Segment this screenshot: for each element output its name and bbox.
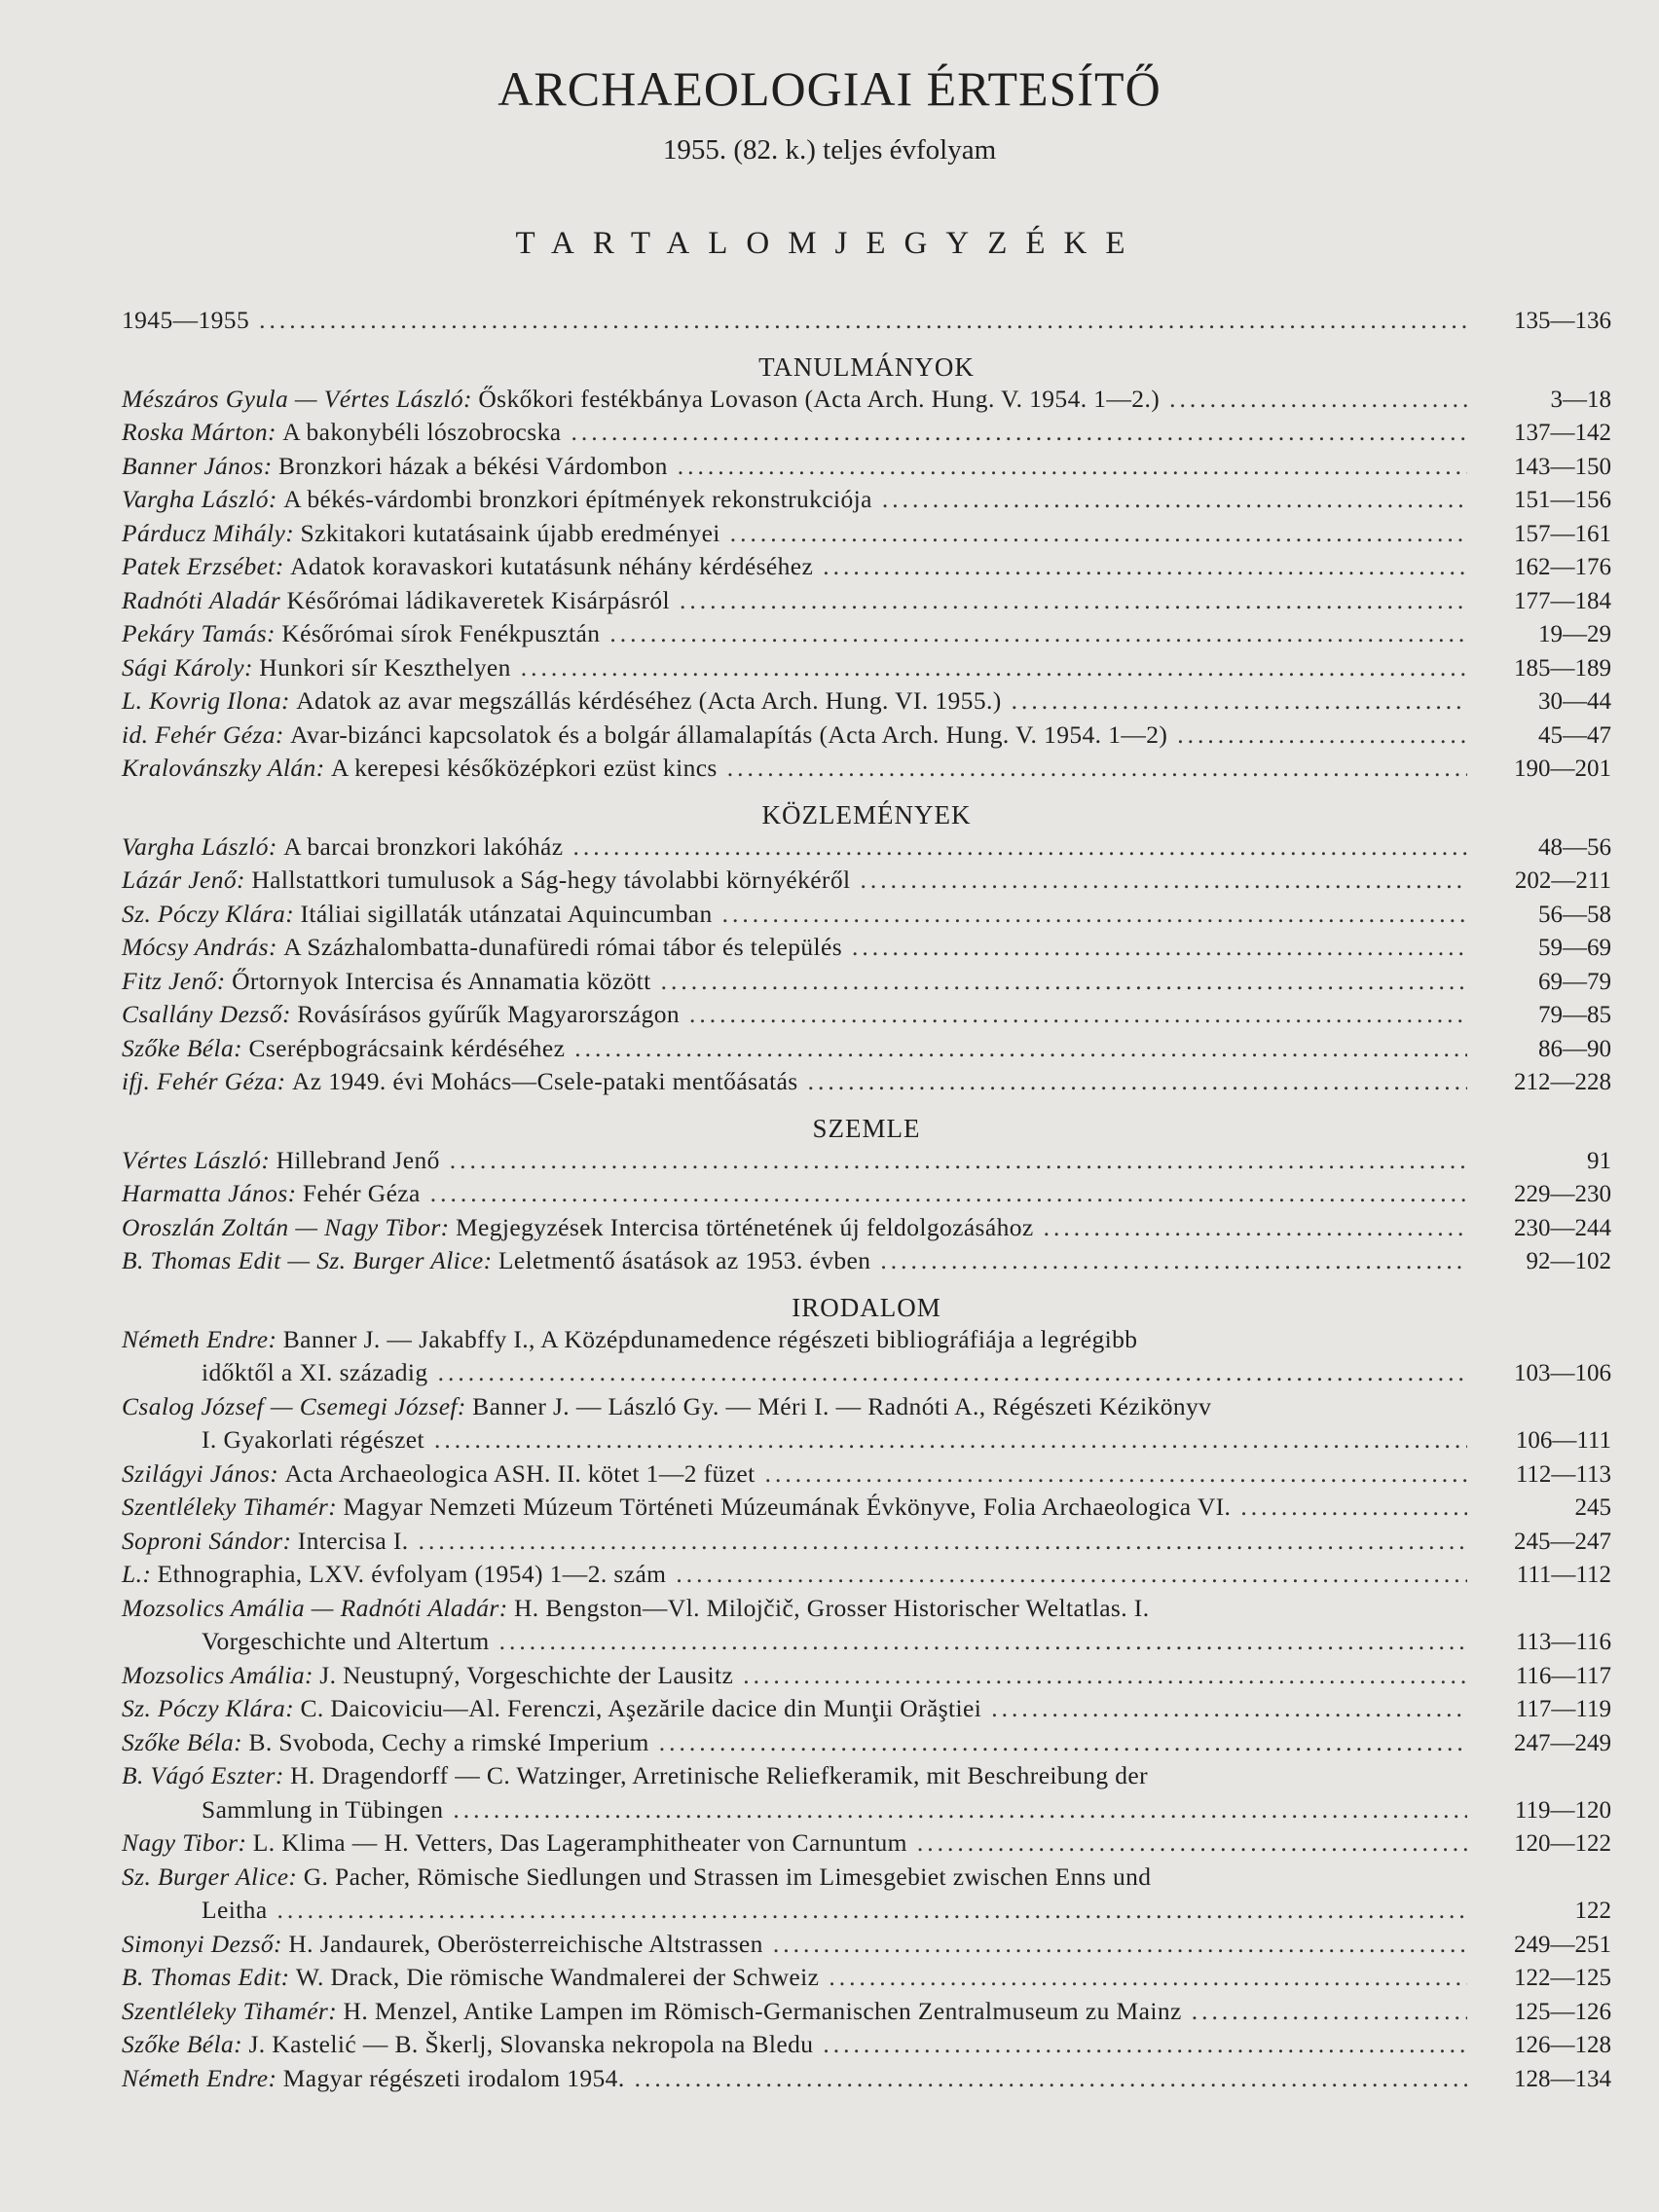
leader-dots bbox=[917, 1828, 1467, 1858]
toc-entry bbox=[122, 2064, 1611, 2098]
entry-author: Mozsolics Amália: bbox=[122, 1660, 313, 1689]
toc-entry bbox=[122, 1997, 1611, 2031]
toc-entry bbox=[122, 2030, 1611, 2064]
entry-pages: 120—122 bbox=[1514, 1830, 1611, 1857]
entry-title: A bakonybéli lószobrocska bbox=[282, 418, 562, 446]
entry-pages: 112—113 bbox=[1515, 1460, 1611, 1488]
toc-sections bbox=[122, 340, 1611, 2098]
entry-title: Az 1949. évi Mohács—Csele-pataki mentőásatás bbox=[291, 1067, 798, 1095]
leader-dots bbox=[823, 2030, 1467, 2059]
journal-title: ARCHAEOLOGIAI ÉRTESÍTŐ bbox=[498, 61, 1161, 116]
entry-author: Sz. Póczy Klára: bbox=[122, 899, 295, 928]
entry-author: Mozsolics Amália — Radnóti Aladár: bbox=[122, 1593, 508, 1622]
leader-dots bbox=[430, 1179, 1467, 1208]
toc-entry bbox=[122, 1392, 1611, 1426]
entry-title: Későrómai sírok Fenékpusztán bbox=[281, 619, 601, 647]
toc-entry bbox=[122, 1594, 1611, 1628]
toc-entry bbox=[122, 686, 1611, 720]
leader-dots bbox=[499, 1627, 1467, 1656]
leader-dots bbox=[574, 1034, 1467, 1063]
entry-pages: 103—106 bbox=[1514, 1360, 1611, 1386]
section-heading-irodalom: IRODALOM bbox=[792, 1292, 941, 1322]
leader-dots bbox=[521, 653, 1467, 682]
entry-author: Szentléleky Tihamér: bbox=[122, 1493, 338, 1521]
toc-entry bbox=[122, 1761, 1611, 1795]
entry-title: Leletmentő ásatások az 1953. évben bbox=[498, 1246, 871, 1274]
entry-pages: 177—184 bbox=[1514, 587, 1611, 614]
entry-title: A barcai bronzkori lakóház bbox=[283, 831, 564, 861]
leader-dots bbox=[419, 1527, 1467, 1556]
entry-title: J. Neustupný, Vorgeschichte der Lausitz bbox=[319, 1660, 734, 1689]
entry-author: Csallány Dezső: bbox=[122, 1000, 291, 1028]
leader-dots bbox=[743, 1661, 1467, 1690]
leader-dots bbox=[829, 1963, 1467, 1992]
toc-entry bbox=[122, 1146, 1611, 1180]
entry-pages: 111—112 bbox=[1516, 1562, 1611, 1588]
leader-dots bbox=[678, 452, 1467, 481]
leader-dots bbox=[882, 485, 1467, 514]
entry-author: Szőke Béla: bbox=[122, 2030, 243, 2058]
entry-author: Vargha László: bbox=[122, 831, 277, 861]
entry-title: Magyar régészeti irodalom 1954. bbox=[282, 2063, 625, 2092]
toc-entry bbox=[122, 1728, 1611, 1762]
leader-dots bbox=[438, 1358, 1467, 1387]
entry-title: Hunkori sír Keszthelyen bbox=[259, 652, 511, 682]
entry-pages: 106—111 bbox=[1515, 1427, 1611, 1454]
entry-author: Mészáros Gyula — Vértes László: bbox=[122, 384, 472, 413]
entry-author: Németh Endre: bbox=[122, 2063, 277, 2092]
toc-entry bbox=[122, 385, 1611, 419]
entry-title: Bronzkori házak a békési Várdombon bbox=[278, 451, 668, 480]
entry-pages: 56—58 bbox=[1538, 901, 1611, 928]
toc-entry bbox=[122, 832, 1611, 866]
entry-pages: 30—44 bbox=[1538, 688, 1611, 715]
entry-author: Vargha László: bbox=[122, 485, 277, 513]
toc-entry bbox=[122, 1862, 1611, 1897]
entry-author: Szentléleky Tihamér: bbox=[122, 1996, 338, 2025]
toc-entry bbox=[122, 519, 1611, 553]
entry-title: Őskőkori festékbánya Lovason (Acta Arch. Hung. V. 1954. 1—2.) bbox=[478, 384, 1161, 413]
leader-dots bbox=[661, 967, 1467, 996]
toc-entry bbox=[122, 900, 1611, 934]
toc-entry bbox=[122, 1213, 1611, 1247]
entry-pages: 202—211 bbox=[1514, 867, 1611, 894]
entry-pages: 230—244 bbox=[1514, 1214, 1611, 1241]
toc-entry bbox=[122, 418, 1611, 452]
entry-author: Szőke Béla: bbox=[122, 1727, 243, 1756]
entry-author: Pekáry Tamás: bbox=[122, 619, 276, 647]
toc-entry bbox=[122, 1000, 1611, 1034]
section-heading-tanulmanyok: TANULMÁNYOK bbox=[758, 351, 975, 382]
leader-dots bbox=[852, 933, 1467, 962]
entry-title: 1945—1955 bbox=[122, 306, 250, 334]
toc-entry-continuation bbox=[122, 1627, 1611, 1661]
toc-intro-entry bbox=[122, 306, 1611, 340]
leader-dots bbox=[991, 1694, 1467, 1723]
entry-pages: 122 bbox=[1574, 1898, 1611, 1924]
leader-dots bbox=[680, 586, 1467, 615]
toc-entry bbox=[122, 1930, 1611, 1964]
entry-title: Későrómai ládikaveretek Kisárpásról bbox=[286, 585, 671, 614]
leader-dots bbox=[659, 1728, 1467, 1757]
entry-author: Fitz Jenő: bbox=[122, 966, 226, 995]
entry-title: Cserépbográcsaink kérdéséhez bbox=[248, 1033, 566, 1062]
entry-author: Mócsy András: bbox=[122, 933, 277, 961]
leader-dots bbox=[765, 1459, 1467, 1489]
entry-title-continuation: Leitha bbox=[202, 1896, 268, 1924]
toc-entry-continuation bbox=[122, 1896, 1611, 1930]
entry-title: Magyar Nemzeti Múzeum Történeti Múzeumának Évkönyve, Folia Archaeologica VI. bbox=[343, 1493, 1232, 1521]
entry-pages: 122—125 bbox=[1514, 1965, 1611, 1991]
entry-title: J. Kastelić — B. Škerlj, Slovanska nekropola na Bledu bbox=[248, 2030, 814, 2058]
leader-dots bbox=[773, 1930, 1467, 1959]
toc-entry bbox=[122, 1493, 1611, 1527]
leader-dots bbox=[453, 1795, 1467, 1825]
toc-entry bbox=[122, 1067, 1611, 1101]
entry-pages: 135—136 bbox=[1514, 308, 1611, 334]
entry-author: Soproni Sándor: bbox=[122, 1526, 292, 1555]
entry-author: Lázár Jenő: bbox=[122, 866, 245, 894]
entry-author: Patek Erzsébet: bbox=[122, 552, 284, 580]
leader-dots bbox=[730, 519, 1467, 548]
entry-author: Szőke Béla: bbox=[122, 1033, 243, 1062]
leader-dots bbox=[1012, 686, 1467, 716]
leader-dots bbox=[676, 1560, 1467, 1589]
toc-heading: TARTALOMJEGYZÉKE bbox=[515, 226, 1144, 261]
entry-title: W. Drack, Die römische Wandmalerei der Schweiz bbox=[295, 1963, 820, 1991]
leader-dots bbox=[823, 552, 1467, 581]
toc-entry bbox=[122, 586, 1611, 620]
leader-dots bbox=[434, 1425, 1467, 1455]
toc-entry bbox=[122, 754, 1611, 788]
leader-dots bbox=[635, 2064, 1467, 2093]
entry-title: Adatok koravaskori kutatásunk néhány kérdéséhez bbox=[290, 552, 814, 580]
entry-author: id. Fehér Géza: bbox=[122, 719, 284, 749]
entry-pages: 59—69 bbox=[1538, 935, 1611, 961]
entry-author: Kralovánszky Alán: bbox=[122, 754, 325, 782]
toc-entry-continuation bbox=[122, 1795, 1611, 1829]
entry-pages: 245 bbox=[1574, 1494, 1611, 1521]
entry-author: B. Thomas Edit: bbox=[122, 1963, 290, 1991]
toc-entry bbox=[122, 452, 1611, 486]
entry-pages: 79—85 bbox=[1538, 1002, 1611, 1028]
entry-pages: 92—102 bbox=[1526, 1248, 1611, 1274]
entry-pages: 113—116 bbox=[1515, 1629, 1611, 1655]
leader-dots bbox=[259, 306, 1467, 335]
toc-entry bbox=[122, 552, 1611, 586]
toc-entry bbox=[122, 1963, 1611, 1997]
toc-entry bbox=[122, 1828, 1611, 1862]
entry-title: Hallstattkori tumulusok a Ság-hegy távolabbi környékéről bbox=[251, 866, 851, 894]
entry-author: Németh Endre: bbox=[122, 1324, 277, 1353]
leader-dots bbox=[722, 900, 1467, 929]
entry-pages: 157—161 bbox=[1514, 520, 1611, 547]
entry-author: Banner János: bbox=[122, 451, 273, 480]
entry-pages: 185—189 bbox=[1514, 654, 1611, 682]
entry-title: Banner J. — Jakabffy I., A Középdunamedence régészeti bibliográfiája a legrégibb bbox=[282, 1324, 1138, 1353]
toc-entry bbox=[122, 1179, 1611, 1213]
table-of-contents bbox=[122, 306, 1611, 2097]
toc-entry bbox=[122, 1034, 1611, 1068]
entry-title: B. Svoboda, Cechy a rimské Imperium bbox=[248, 1727, 649, 1756]
leader-dots bbox=[277, 1896, 1467, 1925]
toc-entry bbox=[122, 1325, 1611, 1359]
entry-author: B. Vágó Eszter: bbox=[122, 1761, 284, 1789]
entry-pages: 86—90 bbox=[1538, 1035, 1611, 1062]
entry-pages: 190—201 bbox=[1514, 756, 1611, 782]
entry-pages: 137—142 bbox=[1514, 420, 1611, 446]
toc-entry bbox=[122, 653, 1611, 687]
toc-entry bbox=[122, 1661, 1611, 1695]
entry-pages: 125—126 bbox=[1514, 1998, 1611, 2025]
leader-dots bbox=[1044, 1213, 1467, 1242]
entry-author: Harmatta János: bbox=[122, 1179, 297, 1207]
leader-dots bbox=[1192, 1997, 1467, 2026]
entry-title: A békés-várdombi bronzkori építmények rekonstrukciója bbox=[283, 485, 872, 513]
entry-title: Adatok az avar megszállás kérdéséhez (Acta Arch. Hung. VI. 1955.) bbox=[296, 686, 1002, 715]
entry-title: C. Daicoviciu—Al. Ferenczi, Aşezările dacice din Munţii Orăştiei bbox=[300, 1694, 982, 1722]
entry-title: G. Pacher, Römische Siedlungen und Strassen im Limesgebiet zwischen Enns und bbox=[303, 1862, 1152, 1891]
entry-title: Rovásírásos gyűrűk Magyarországon bbox=[297, 1000, 681, 1028]
volume-subtitle: 1955. (82. k.) teljes évfolyam bbox=[662, 134, 997, 166]
toc-entry bbox=[122, 1246, 1611, 1280]
entry-title: Megjegyzések Intercisa történetének új feldolgozásához bbox=[455, 1212, 1034, 1241]
leader-dots bbox=[571, 418, 1467, 447]
leader-dots bbox=[860, 866, 1467, 895]
entry-author: ifj. Fehér Géza: bbox=[122, 1067, 286, 1095]
toc-entry bbox=[122, 720, 1611, 755]
entry-author: Vértes László: bbox=[122, 1145, 271, 1174]
entry-title: Fehér Géza bbox=[302, 1179, 421, 1207]
toc-entry bbox=[122, 485, 1611, 519]
entry-author: L.: bbox=[122, 1560, 152, 1588]
entry-author: Párducz Mihály: bbox=[122, 518, 295, 547]
toc-entry bbox=[122, 619, 1611, 653]
leader-dots bbox=[450, 1146, 1467, 1175]
entry-author: Sz. Burger Alice: bbox=[122, 1862, 298, 1891]
section-heading-szemle: SZEMLE bbox=[812, 1113, 921, 1143]
entry-title-continuation: időktől a XI. századig bbox=[202, 1358, 428, 1386]
entry-title: L. Klima — H. Vetters, Das Lageramphitheater von Carnuntum bbox=[252, 1828, 907, 1857]
entry-title-continuation: Sammlung in Tübingen bbox=[202, 1794, 444, 1824]
toc-entry-continuation bbox=[122, 1425, 1611, 1459]
leader-dots bbox=[880, 1246, 1467, 1275]
entry-title-continuation: I. Gyakorlati régészet bbox=[202, 1425, 424, 1454]
toc-entry bbox=[122, 1560, 1611, 1594]
entry-title: Ethnographia, LXV. évfolyam (1954) 1—2. szám bbox=[157, 1560, 667, 1588]
entry-pages: 116—117 bbox=[1515, 1662, 1611, 1689]
entry-title: H. Dragendorff — C. Watzinger, Arretinische Reliefkeramik, mit Beschreibung der bbox=[290, 1761, 1149, 1789]
entry-title: H. Bengston—Vl. Milojčič, Grosser Historischer Weltatlas. I. bbox=[513, 1593, 1150, 1622]
entry-author: Sági Károly: bbox=[122, 652, 253, 682]
toc-entry bbox=[122, 933, 1611, 967]
leader-dots bbox=[727, 754, 1467, 783]
entry-author: Csalog József — Csemegi József: bbox=[122, 1391, 466, 1420]
entry-pages: 45—47 bbox=[1538, 721, 1611, 749]
entry-author: Oroszlán Zoltán — Nagy Tibor: bbox=[122, 1212, 450, 1241]
entry-title: Banner J. — László Gy. — Méri I. — Radnóti A., Régészeti Kézikönyv bbox=[472, 1391, 1212, 1420]
toc-entry-continuation bbox=[122, 1358, 1611, 1392]
entry-pages: 3—18 bbox=[1550, 386, 1611, 413]
entry-author: Roska Márton: bbox=[122, 418, 276, 446]
entry-author: Sz. Póczy Klára: bbox=[122, 1694, 295, 1722]
entry-title: Intercisa I. bbox=[297, 1526, 409, 1555]
entry-pages: 229—230 bbox=[1514, 1181, 1611, 1207]
leader-dots bbox=[572, 832, 1467, 862]
entry-pages: 162—176 bbox=[1514, 554, 1611, 580]
entry-pages: 143—150 bbox=[1514, 453, 1611, 480]
entry-pages: 126—128 bbox=[1514, 2032, 1611, 2058]
toc-entry bbox=[122, 1527, 1611, 1561]
entry-pages: 69—79 bbox=[1538, 968, 1611, 995]
entry-author: Szilágyi János: bbox=[122, 1458, 279, 1488]
entry-author: Radnóti Aladár bbox=[122, 585, 281, 614]
entry-title: A Százhalombatta-dunafüredi római tábor és település bbox=[283, 933, 843, 961]
entry-title: H. Menzel, Antike Lampen im Römisch-Germanischen Zentralmuseum zu Mainz bbox=[343, 1996, 1182, 2025]
entry-title: Itáliai sigillaták utánzatai Aquincumban bbox=[300, 899, 713, 928]
entry-pages: 247—249 bbox=[1514, 1729, 1611, 1756]
entry-author: Nagy Tibor: bbox=[122, 1828, 247, 1857]
entry-pages: 19—29 bbox=[1538, 621, 1611, 647]
entry-title: Avar-bizánci kapcsolatok és a bolgár államalapítás (Acta Arch. Hung. V. 1954. 1—2) bbox=[290, 719, 1168, 749]
entry-title: Szkitakori kutatásaink újabb eredményei bbox=[300, 518, 720, 547]
entry-pages: 249—251 bbox=[1514, 1931, 1611, 1958]
leader-dots bbox=[1169, 385, 1467, 414]
leader-dots bbox=[609, 619, 1467, 648]
entry-author: Simonyi Dezső: bbox=[122, 1929, 282, 1958]
leader-dots bbox=[1177, 720, 1467, 750]
entry-pages: 91 bbox=[1587, 1147, 1611, 1174]
entry-pages: 151—156 bbox=[1514, 487, 1611, 513]
entry-title: H. Jandaurek, Oberösterreichische Altstrassen bbox=[288, 1929, 763, 1958]
entry-pages: 48—56 bbox=[1538, 833, 1611, 861]
entry-pages: 119—120 bbox=[1514, 1796, 1611, 1824]
entry-title: Hillebrand Jenő bbox=[276, 1145, 440, 1174]
toc-entry bbox=[122, 866, 1611, 900]
toc-entry bbox=[122, 967, 1611, 1001]
entry-pages: 117—119 bbox=[1515, 1696, 1611, 1722]
leader-dots bbox=[689, 1000, 1467, 1029]
entry-title: Acta Archaeologica ASH. II. kötet 1—2 füzet bbox=[284, 1458, 756, 1488]
leader-dots bbox=[1240, 1493, 1467, 1522]
section-heading-kozlemenyek: KÖZLEMÉNYEK bbox=[761, 799, 972, 830]
entry-title: A kerepesi későközépkori ezüst kincs bbox=[330, 754, 718, 782]
entry-author: B. Thomas Edit — Sz. Burger Alice: bbox=[122, 1246, 493, 1274]
leader-dots bbox=[808, 1067, 1467, 1096]
entry-title-continuation: Vorgeschichte und Altertum bbox=[202, 1627, 490, 1655]
entry-pages: 212—228 bbox=[1514, 1069, 1611, 1095]
entry-pages: 245—247 bbox=[1514, 1528, 1611, 1555]
toc-entry bbox=[122, 1459, 1611, 1493]
toc-entry bbox=[122, 1694, 1611, 1728]
entry-pages: 128—134 bbox=[1514, 2065, 1611, 2092]
entry-author: L. Kovrig Ilona: bbox=[122, 686, 290, 715]
entry-title: Őrtornyok Intercisa és Annamatia között bbox=[232, 966, 651, 995]
